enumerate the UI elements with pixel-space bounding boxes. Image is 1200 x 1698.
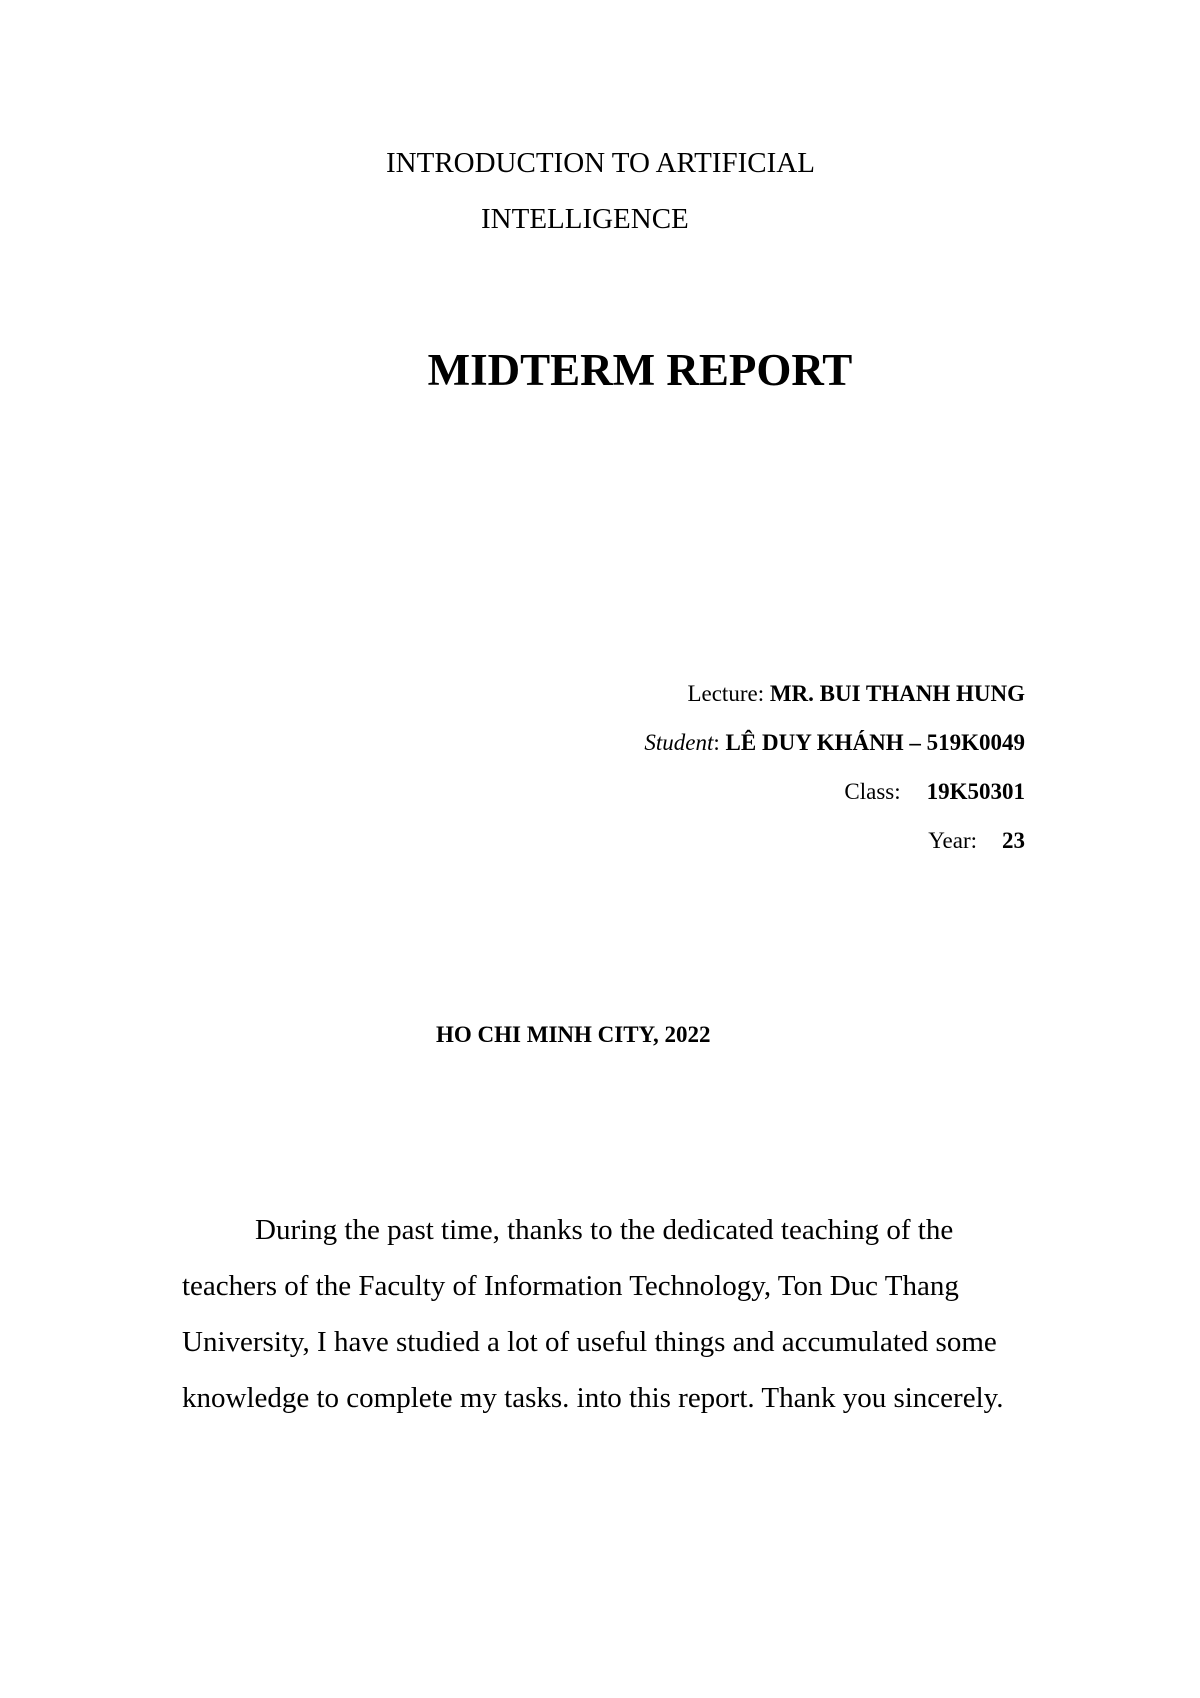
- student-label: Student: [644, 730, 714, 755]
- year-label: Year:: [928, 828, 977, 853]
- city-year: HO CHI MINH CITY, 2022: [436, 1022, 711, 1047]
- acknowledgement-paragraph: During the past time, thanks to the dedicated teaching of the teachers of the Faculty of Information Technology, Ton Duc Thang University, I have studied a lot of useful things and accumulated some knowledge to complete my tasks. into this report. Thank you sincerely.: [182, 1214, 1004, 1414]
- author-info-block: [644, 679, 1025, 875]
- lecture-value: MR. BUI THANH HUNG: [769, 681, 1025, 706]
- lecture-row: [644, 679, 1025, 728]
- course-title-line-2: INTELLIGENCE: [481, 203, 689, 235]
- student-value: LÊ DUY KHÁNH – 519K0049: [725, 730, 1025, 755]
- class-label: Class:: [844, 779, 901, 804]
- class-row: [644, 777, 1025, 826]
- course-title-line-1: INTRODUCTION TO ARTIFICIAL: [386, 147, 815, 179]
- student-colon: :: [713, 730, 720, 755]
- class-value: 19K50301: [926, 779, 1025, 804]
- year-value: 23: [1002, 828, 1025, 853]
- student-row: [644, 728, 1025, 777]
- report-title: MIDTERM REPORT: [427, 345, 853, 395]
- lecture-label: Lecture:: [687, 681, 765, 706]
- year-row: [644, 826, 1025, 875]
